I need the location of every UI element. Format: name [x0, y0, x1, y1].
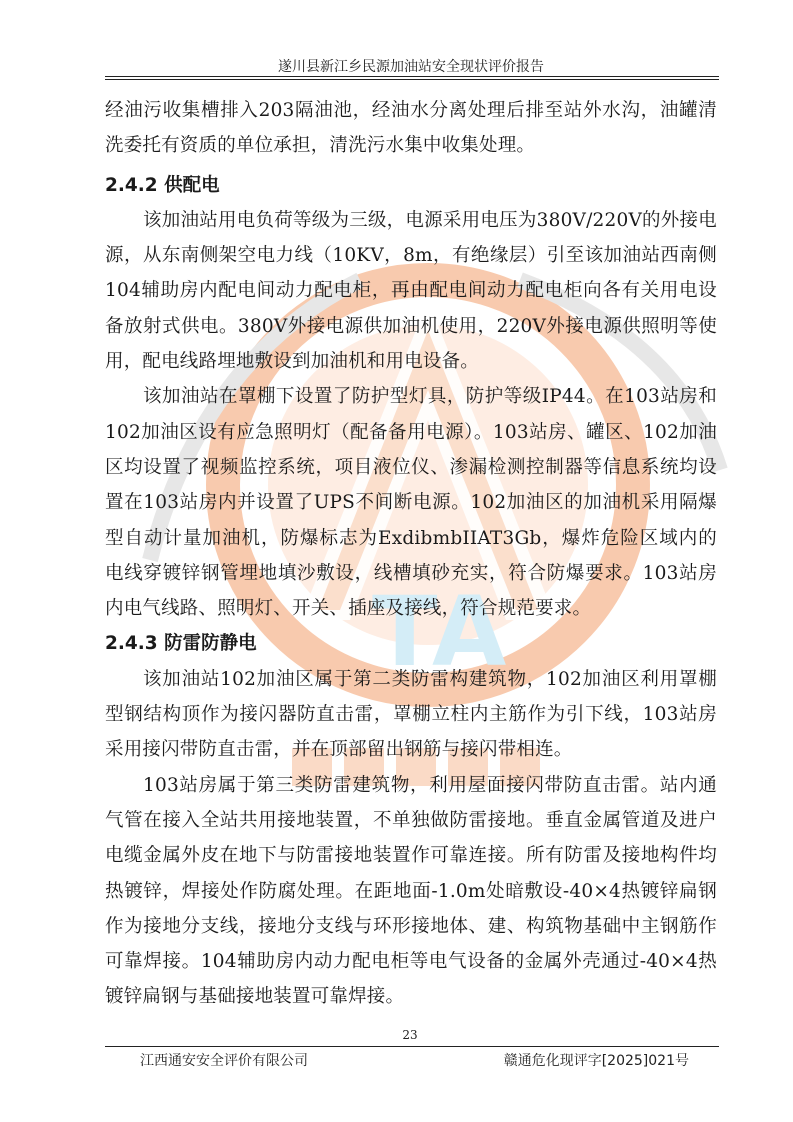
- svg-text:A: A: [432, 576, 507, 688]
- lightning-protection-paragraph-2: 103站房属于第三类防雷建筑物，利用屋面接闪带防直击雷。站内通气管在接入全站共用接地装置，不单独做防雷接地。垂直金属管道及进户电缆金属外皮在地下与防雷接地装置作可靠连接。所有防雷及接地构件均热镀锌，焊接处作防腐处理。在距地面-1.0m处暗敷设-40×4热镀锌扁钢作为接地分支线，接地分支线与环形接地体、建、构筑物基础中主钢筋作可靠焊接。104辅助房内动力配电柜等电气设备的金属外壳通过-40×4热镀锌扁钢与基础接地装置可靠焊接。: [105, 774, 717, 1008]
- footer-divider: [105, 1046, 719, 1047]
- power-supply-paragraph-1: 该加油站用电负荷等级为三级，电源采用电压为380V/220V的外接电源，从东南侧架空电力线（10KV，8m，有绝缘层）引至该加油站西南侧104辅助房内配电间动力配电柜，再由配电间动力配电柜向各有关用电设备放射式供电。380V外接电源供加油机使用，220V外接电源供照明等使用，配电线路埋地敷设到加油机和用电设备。: [105, 209, 717, 373]
- header-divider: [105, 76, 719, 77]
- intro-paragraph: 经油污收集槽排入203隔油池，经油水分离处理后排至站外水沟，油罐清洗委托有资质的单位承担，清洗污水集中收集处理。: [105, 100, 717, 157]
- section-heading-power-supply: 2.4.2 供配电: [105, 174, 220, 196]
- lightning-protection-paragraph-1: 该加油站102加油区属于第二类防雷构建筑物，102加油区利用罩棚型钢结构顶作为接闪器防直击雷，罩棚立柱内主筋作为引下线，103站房采用接闪带防直击雷，并在顶部留出钢筋与接闪带相连。: [105, 668, 717, 761]
- footer-company-name: 江西通安安全评价有限公司: [140, 1053, 308, 1069]
- page-number: 23: [402, 1028, 418, 1042]
- header-divider-secondary: [105, 79, 719, 80]
- footer-report-id: 赣通危化现评字[2025]021号: [503, 1053, 689, 1069]
- section-heading-lightning-protection: 2.4.3 防雷防静电: [105, 633, 257, 655]
- report-body: [105, 93, 717, 1015]
- power-supply-paragraph-2: 该加油站在罩棚下设置了防护型灯具，防护等级IP44。在103站房和102加油区设有应急照明灯（配备备用电源）。103站房、罐区、102加油区均设置了视频监控系统，项目液位仪、渗漏检测控制器等信息系统均设置在103站房内并设置了UPS不间断电源。102加油区的加油机采用隔爆型自动计量加油机，防爆标志为ExdibmbIIAT3Gb，爆炸危险区域内的电线穿镀锌钢管埋地填沙敷设，线槽填砂充实，符合防爆要求。103站房内电气线路、照明灯、开关、插座及接线，符合规范要求。: [105, 386, 717, 620]
- svg-text:T: T: [372, 576, 438, 688]
- page-header-title: 遂川县新江乡民源加油站安全现状评价报告: [278, 59, 544, 75]
